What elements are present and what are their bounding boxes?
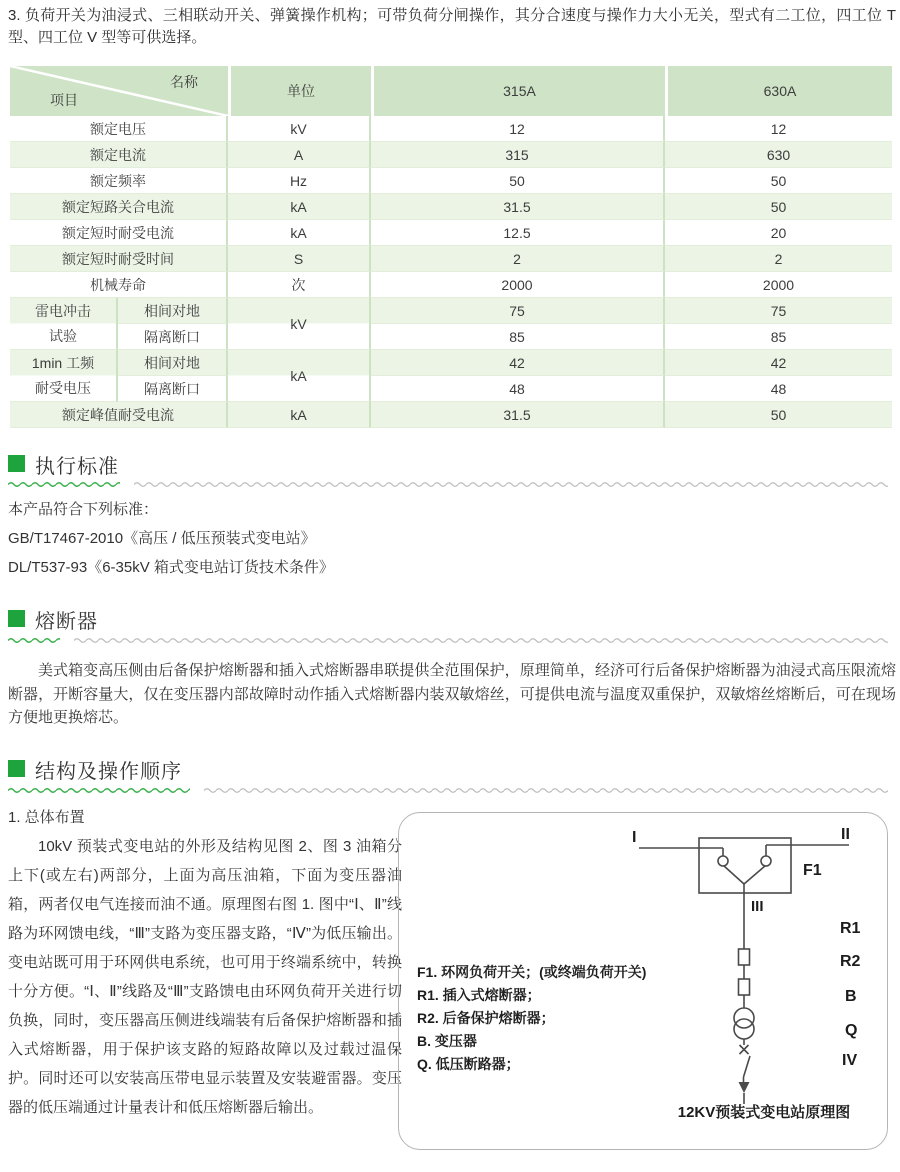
col-header-315a: 315A [371,66,665,116]
row-label: 额定短路关合电流 [10,194,228,220]
value-630a: 48 [665,376,892,402]
value-315a: 31.5 [371,194,665,220]
row-unit: S [228,246,371,272]
legend-line-q: Q. 低压断路器； [417,1056,520,1072]
value-630a: 630 [665,142,892,168]
diagram-label-f1: F1 [803,862,822,879]
wave-underline-gray [204,786,888,794]
spec-row [10,298,892,324]
value-630a: 42 [665,350,892,376]
spec-row [10,168,892,194]
value-315a: 85 [371,324,665,350]
value-630a: 12 [665,116,892,142]
spec-row [10,402,892,428]
diagram-label-line4: IV [842,1052,858,1069]
legend-line-f1: F1. 环网负荷开关；(或终端负荷开关) [417,964,647,980]
value-630a: 2000 [665,272,892,298]
wave-underline-gray [74,636,888,644]
output-arrow [739,1082,750,1093]
fuse-r1-symbol [739,949,750,965]
wave-underline-gray [134,480,888,488]
section-bullet-square [8,455,25,472]
spec-row [10,350,892,376]
row-unit: Hz [228,168,371,194]
diagram-label-line2: II [841,826,850,843]
diagram-label-q: Q [845,1022,858,1039]
row-unit: A [228,142,371,168]
value-315a: 315 [371,142,665,168]
value-630a: 50 [665,402,892,428]
sub-label: 相间对地 [118,350,228,376]
spec-table [10,66,892,428]
legend-line-b: B. 变压器 [417,1033,477,1049]
spec-row [10,220,892,246]
corner-label-item: 项目 [50,92,78,108]
section-title-fuse: 熔断器 [35,611,98,633]
spec-row [10,272,892,298]
col-header-630a: 630A [665,66,892,116]
value-630a: 2 [665,246,892,272]
section-title-structure: 结构及操作顺序 [35,761,182,783]
corner-label-name: 名称 [170,74,198,90]
wave-underline-green [8,786,190,794]
spec-row [10,142,892,168]
sub-label: 隔离断口 [118,376,228,402]
value-315a: 12.5 [371,220,665,246]
spec-row [10,324,892,350]
section-bullet-square [8,760,25,777]
value-315a: 2 [371,246,665,272]
row-label: 额定电压 [10,116,228,142]
row-label: 额定电流 [10,142,228,168]
spec-row [10,376,892,402]
intro-paragraph: 3. 负荷开关为油浸式、三相联动开关、弹簧操作机构；可带负荷分闸操作，其分合速度与操作力大小无关，型式有二工位，四工位 T 型、四工位 V 型等可供选择。 [8,7,896,46]
diagram-panel [398,812,888,1150]
section-title-standards: 执行标准 [35,456,119,478]
diagram-label-line3: III [751,898,764,915]
standards-line: GB/T17467-2010《高压 / 低压预装式变电站》 [8,530,316,547]
corner-cell [10,66,228,116]
row-unit: kA [228,220,371,246]
diagram-label-r2: R2 [840,953,861,970]
value-315a: 2000 [371,272,665,298]
group-label: 1min 工频 耐受电压 [10,350,118,402]
group-label: 雷电冲击 试验 [10,298,118,350]
value-630a: 50 [665,168,892,194]
diagram-caption: 12KV预装式变电站原理图 [677,1104,851,1121]
row-unit: kA [228,350,371,402]
value-630a: 85 [665,324,892,350]
wave-underline-green [8,480,120,488]
transformer-symbol [734,1008,754,1028]
sub-label: 隔离断口 [118,324,228,350]
standards-body [8,502,334,589]
value-315a: 31.5 [371,402,665,428]
row-label: 额定短时耐受电流 [10,220,228,246]
diagram-legend [417,961,646,1076]
breaker-symbol [740,1045,749,1054]
col-header-unit: 单位 [228,66,371,116]
diagram-label-r1: R1 [840,920,861,937]
fuse-r2-symbol [739,979,750,995]
structure-paragraph: 10kV 预装式变电站的外形及结构见图 2、图 3 油箱分上下(或左右)两部分，上面为高压油箱，下面为变压器油箱，两者仅电气连接而油不通。原理图右图 1. 图中“Ⅰ、Ⅱ”线路为环网馈电线，“Ⅲ”支路为变压器支路，“Ⅳ”为低压输出。变电站既可用于环网供电系统，也可用于终端系统中，转换十分方便。“Ⅰ、Ⅱ”线路及“Ⅲ”支路馈电由环网负荷开关进行切负换，同时，变压器高压侧进线端装有后备保护熔断器和插入式熔断器，用于保护该支路的短路故障以及过载过温保护。同时还可以安装高压带电显示装置及安装避雷器。变压器的低压端通过计量表计和低压熔断器后输出。 [8,838,402,1116]
value-315a: 12 [371,116,665,142]
diagram-label-line1: I [632,829,637,846]
section-bullet-square [8,610,25,627]
sub-label: 相间对地 [118,298,228,324]
value-630a: 75 [665,298,892,324]
value-315a: 42 [371,350,665,376]
row-unit: kV [228,116,371,142]
row-unit: kA [228,402,371,428]
standards-line: DL/T537-93《6-35kV 箱式变电站订货技术条件》 [8,559,334,576]
row-label: 额定频率 [10,168,228,194]
row-label: 额定峰值耐受电流 [10,402,228,428]
legend-line-r2: R2. 后备保护熔断器； [417,1010,555,1026]
row-label: 机械寿命 [10,272,228,298]
value-315a: 48 [371,376,665,402]
structure-subheading: 1. 总体布置 [8,809,85,826]
fuse-paragraph: 美式箱变高压侧由后备保护熔断器和插入式熔断器串联提供全范围保护，原理简单，经济可行后备保护熔断器为油浸式高压限流熔断器，开断容量大，仅在变压器内部故障时动作插入式熔断器内装双敏熔丝，可提供电流与温度双重保护，双敏熔丝熔断后，可在现场方便地更换熔芯。 [8,662,896,726]
value-630a: 50 [665,194,892,220]
diagram-label-b: B [845,988,857,1005]
value-315a: 75 [371,298,665,324]
spec-row [10,194,892,220]
value-630a: 20 [665,220,892,246]
switch-box [699,838,791,893]
row-unit: kA [228,194,371,220]
table-header-row [10,66,892,116]
value-315a: 50 [371,168,665,194]
row-unit: 次 [228,272,371,298]
spec-row [10,246,892,272]
row-label: 额定短时耐受时间 [10,246,228,272]
legend-line-r1: R1. 插入式熔断器； [417,987,541,1003]
row-unit: kV [228,298,371,350]
spec-row [10,116,892,142]
wave-underline-green [8,636,60,644]
standards-line: 本产品符合下列标准： [8,501,159,518]
